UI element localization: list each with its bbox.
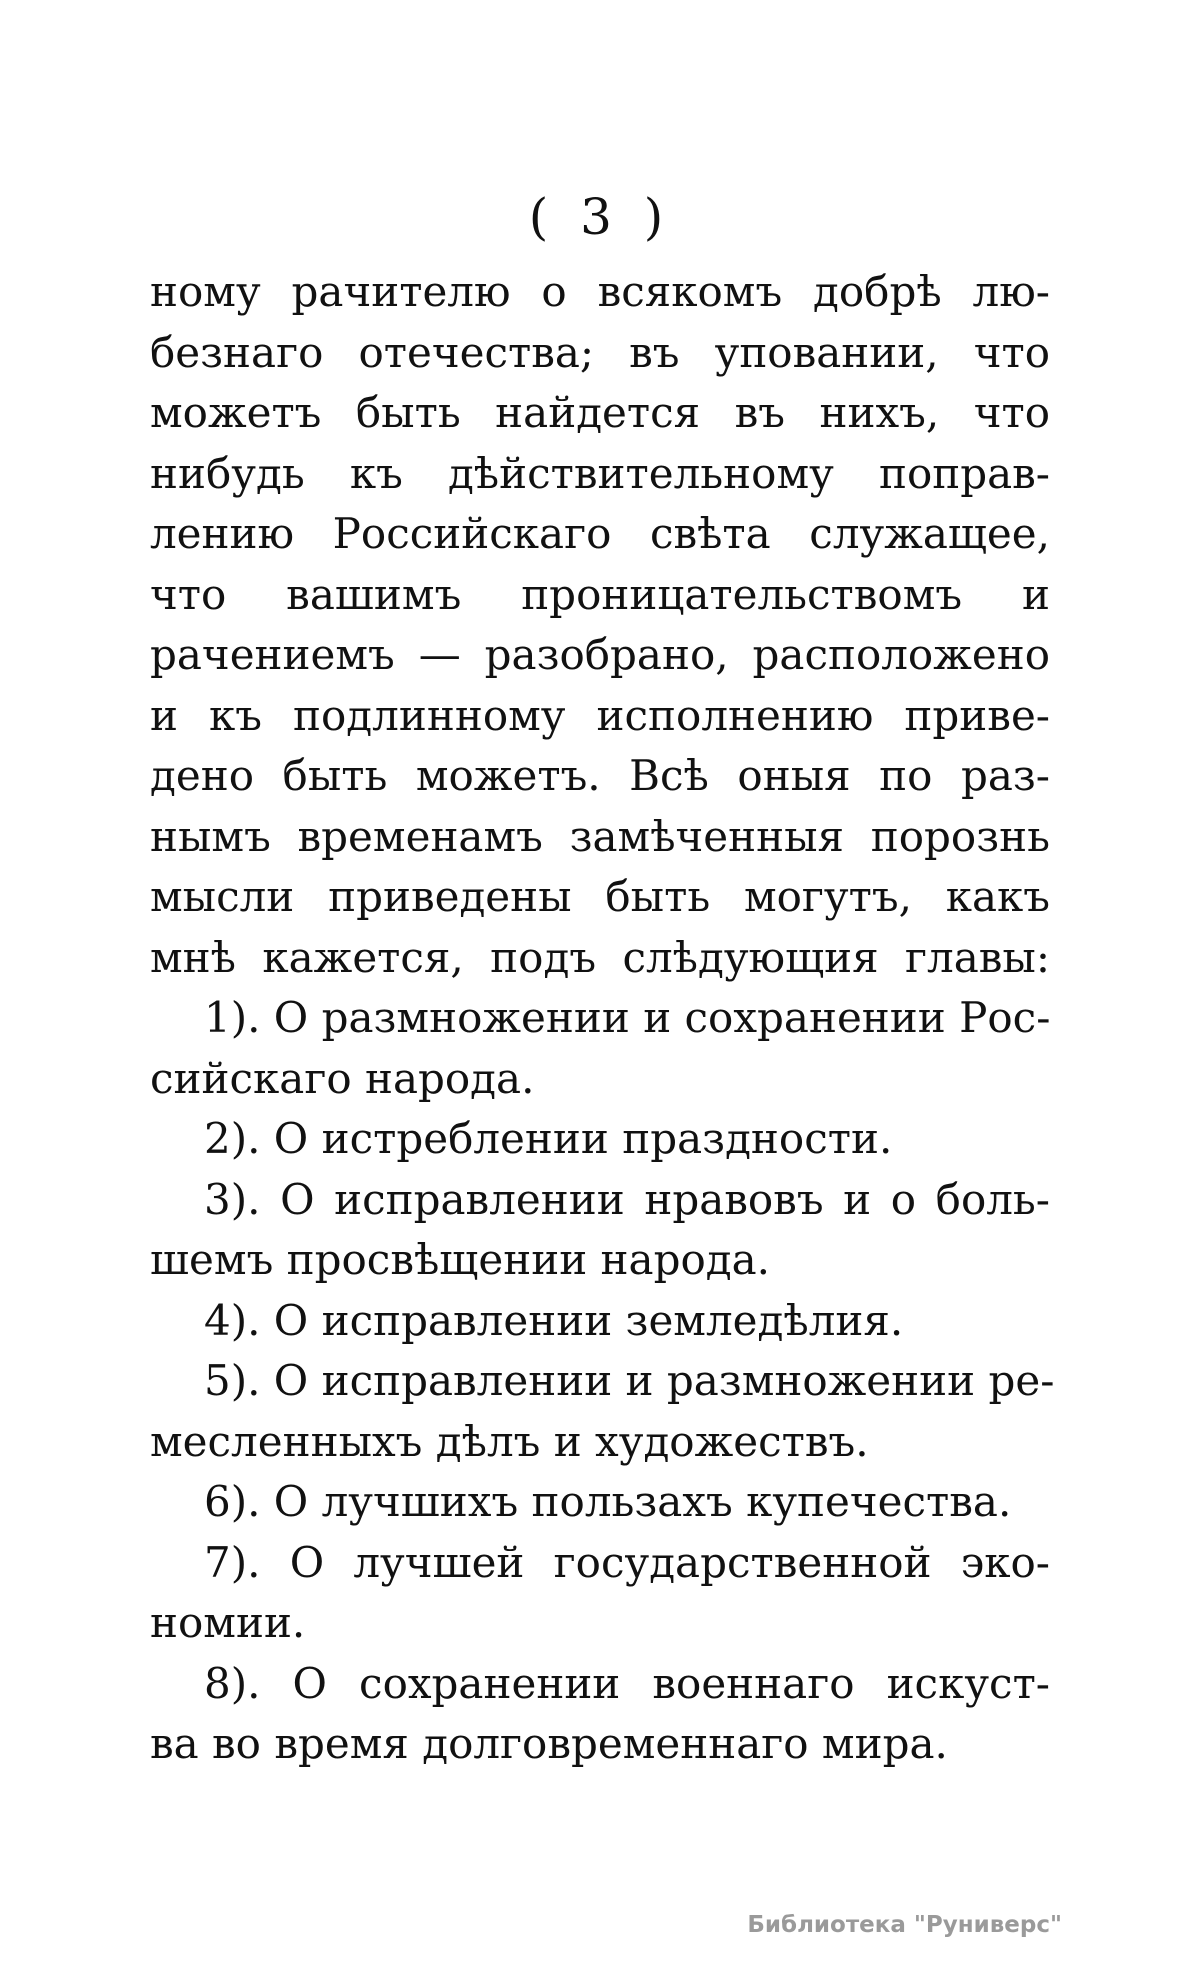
chapter-item: 1). О размножении и сохранении Рос- <box>204 993 1051 1042</box>
page-number: ( 3 ) <box>528 188 672 246</box>
text-line: рачениемъ — разобрано, расположено <box>150 630 1050 679</box>
chapter-item: 8). О сохранении военнаго искуст- <box>204 1658 1050 1708</box>
chapter-item: 7). О лучшей государственной эко- <box>204 1537 1050 1587</box>
text-line: номии. <box>150 1598 306 1647</box>
text-line: сийскаго народа. <box>150 1053 535 1103</box>
text-line: ва во время долговременнаго мира. <box>150 1719 948 1768</box>
chapter-item: 2). О истреблении праздности. <box>204 1114 893 1163</box>
text-line: нибудь къ дѣйствительному поправ- <box>150 448 1050 498</box>
text-line: мнѣ кажется, подъ слѣдующия главы: <box>150 932 1050 982</box>
chapter-item: 6). О лучшихъ пользахъ купечества. <box>204 1477 1012 1526</box>
body-text <box>150 262 1055 1775</box>
library-watermark: Библиотека "Руниверс" <box>747 1912 1062 1938</box>
text-line: месленныхъ дѣлъ и художествъ. <box>150 1416 869 1466</box>
chapter-item: 3). О исправлении нравовъ и о боль- <box>204 1174 1050 1224</box>
text-line: можетъ быть найдется въ нихъ, что <box>150 388 1050 437</box>
text-line: нымъ временамъ замѣченныя порознь <box>150 811 1050 861</box>
chapter-item: 5). О исправлении и размножении ре- <box>204 1356 1055 1405</box>
text-line: что вашимъ проницательствомъ и <box>150 569 1050 619</box>
text-line: дено быть можетъ. Всѣ оныя по раз- <box>150 751 1050 800</box>
chapter-item: 4). О исправлении земледѣлия. <box>204 1295 904 1345</box>
text-line: шемъ просвѣщении народа. <box>150 1235 770 1284</box>
text-line: и къ подлинному исполнению приве- <box>150 690 1050 740</box>
text-line: безнаго отечества; въ уповании, что <box>150 327 1050 377</box>
text-line: лению Российскаго свѣта служащее, <box>150 509 1050 558</box>
text-line: ному рачителю о всякомъ добрѣ лю- <box>150 267 1050 316</box>
text-line: мысли приведены быть могутъ, какъ <box>150 872 1050 921</box>
